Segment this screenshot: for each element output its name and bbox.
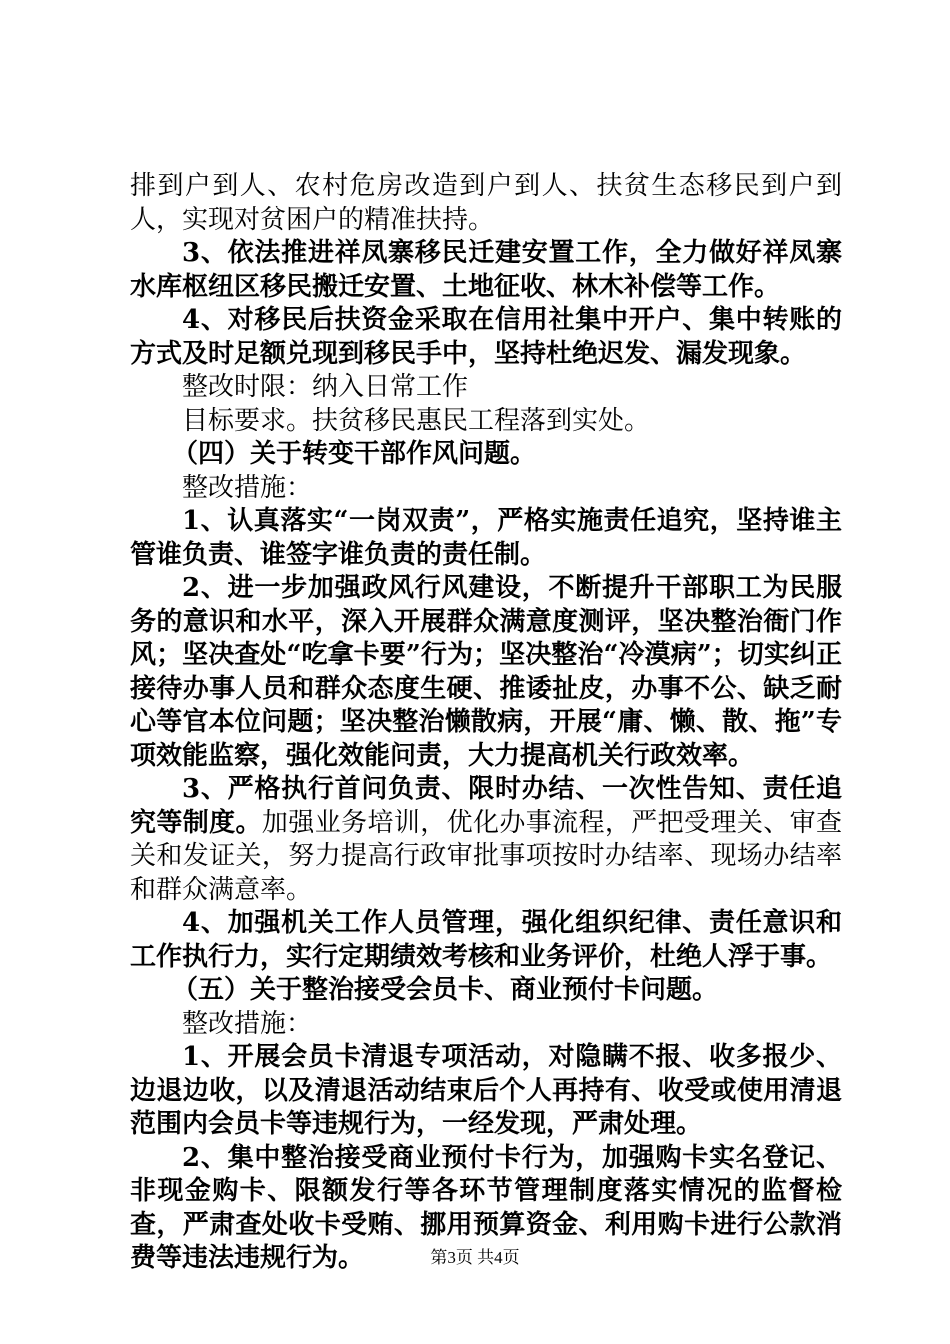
- paragraph-item-2-conduct: 2、进一步加强政风行风建设，不断提升干部职工为民服务的意识和水平，深入开展群众满意度测评，坚决整治衙门作风；坚决查处“吃拿卡要”行为；坚决整治“冷漠病”；切实纠正接待办事人员和群众态度生硬、推诿扯皮，办事不公、缺乏耐心等官本位问题；坚决整治懒散病，开展“庸、懒、散、拖”专项效能监察，强化效能问责，大力提高机关行政效率。: [130, 573, 842, 771]
- paragraph-item-3-bold-part: 3、严格执行首问负责、限时办结、一次性告知、责任追究等制度。: [130, 774, 842, 838]
- document-body: [130, 170, 842, 1276]
- page-footer: 第3页 共4页: [430, 1248, 520, 1267]
- paragraph-measures-label: 整改措施：: [182, 472, 313, 503]
- paragraph-item-3-plain-part: 加强业务培训，优化办事流程，严把受理关、审查关和发证关，努力提高行政审批事项按时办结率、现场办结率和群众满意率。: [130, 807, 842, 905]
- paragraph-item-4-funds: 4、对移民后扶资金采取在信用社集中开户、集中转账的方式及时足额兑现到移民手中，坚持杜绝迟发、漏发现象。: [130, 305, 842, 369]
- paragraph-item-2-prepaid: 2、集中整治接受商业预付卡行为，加强购卡实名登记、非现金购卡、限额发行等各环节管理制度落实情况的监督检查，严肃查处收卡受贿、挪用预算资金、利用购卡进行公款消费等违法违规行为。: [130, 1142, 842, 1273]
- paragraph-item-4-management: 4、加强机关工作人员管理，强化组织纪律、责任意识和工作执行力，实行定期绩效考核和业务评价，杜绝人浮于事。: [130, 908, 842, 972]
- paragraph-continuation: 排到户到人、农村危房改造到户到人、扶贫生态移民到户到人，实现对贫困户的精准扶持。: [130, 171, 842, 235]
- paragraph-item-3-procedures: [130, 773, 842, 907]
- paragraph-measures-label-2: 整改措施：: [182, 1008, 313, 1039]
- section-heading-5: （五）关于整治接受会员卡、商业预付卡问题。: [172, 975, 719, 1005]
- paragraph-item-3-relocation: 3、依法推进祥凤寨移民迁建安置工作，全力做好祥凤寨水库枢纽区移民搬迁安置、土地征收、林木补偿等工作。: [130, 238, 842, 302]
- paragraph-goal: 目标要求。扶贫移民惠民工程落到实处。: [182, 405, 651, 436]
- paragraph-item-1-responsibility: 1、认真落实“一岗双责”，严格实施责任追究，坚持谁主管谁负责、谁签字谁负责的责任制。: [130, 506, 842, 570]
- paragraph-item-1-cards: 1、开展会员卡清退专项活动，对隐瞒不报、收多报少、边退边收，以及清退活动结束后个人再持有、收受或使用清退范围内会员卡等违规行为，一经发现，严肃处理。: [130, 1042, 842, 1139]
- section-heading-4: （四）关于转变干部作风问题。: [172, 439, 537, 469]
- paragraph-deadline: 整改时限：纳入日常工作: [182, 372, 469, 402]
